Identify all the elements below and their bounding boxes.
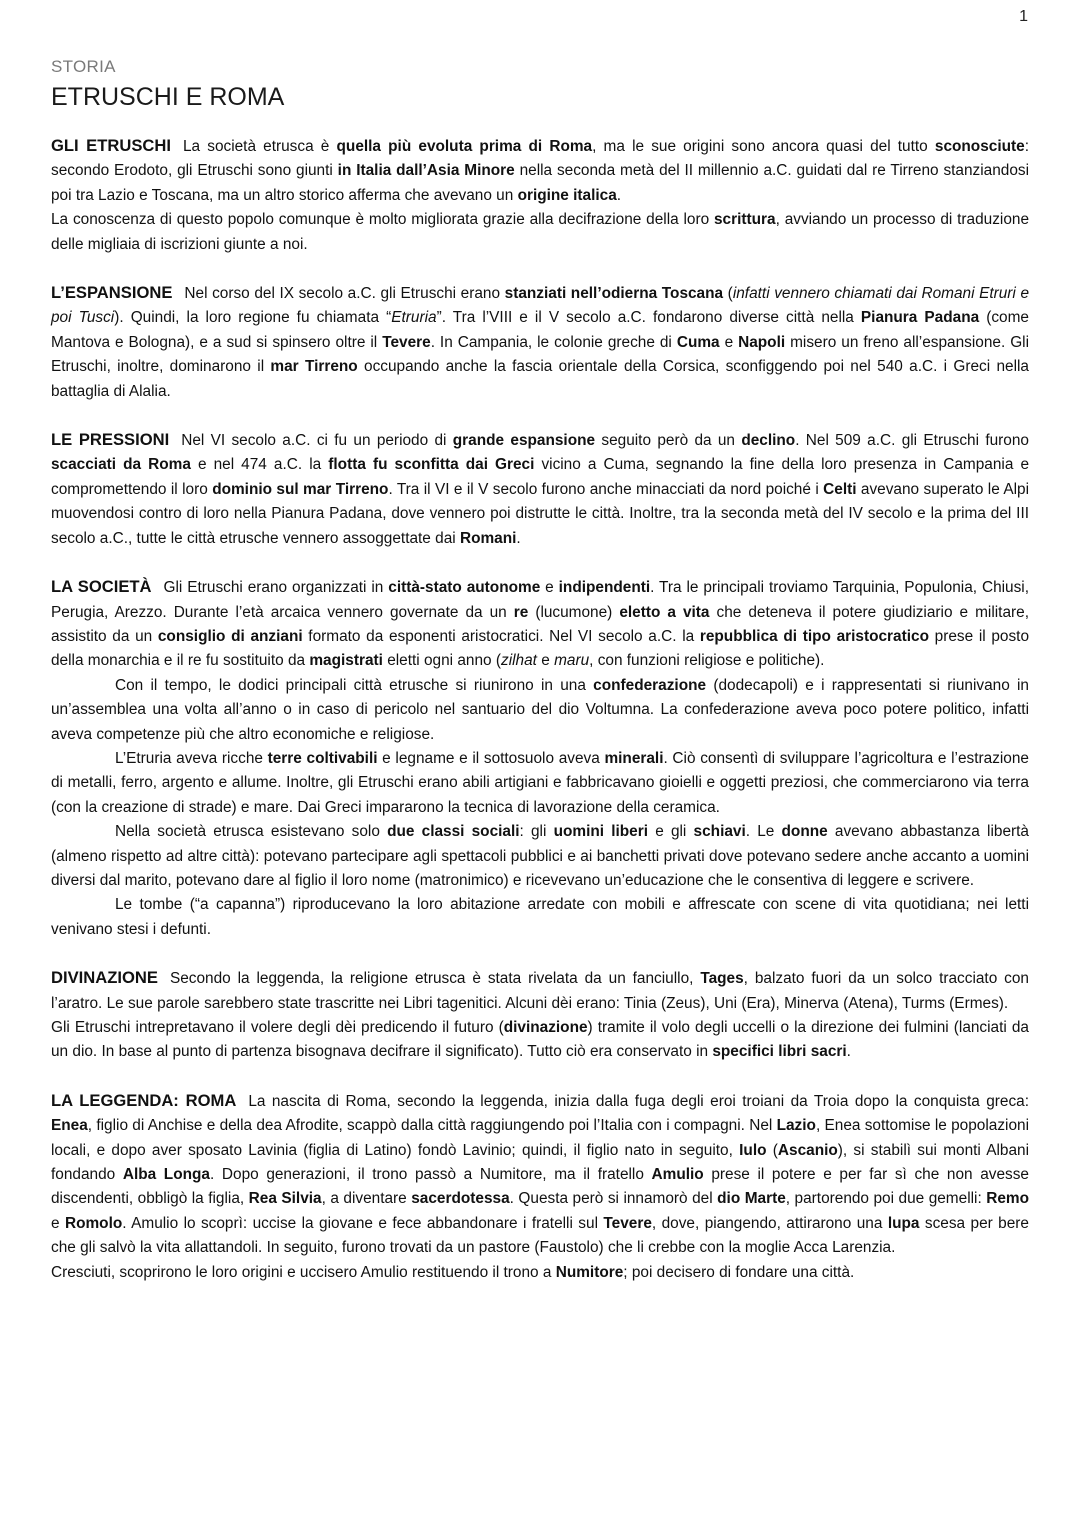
text-run: . Dopo generazioni, il trono passò a Numitore, ma il fratello (209, 1166, 652, 1184)
bold-text: magistrati (309, 652, 383, 670)
bold-text: Iulo (739, 1141, 767, 1159)
bold-text: Napoli (738, 333, 786, 351)
bold-text: minerali (604, 749, 664, 767)
text-run: vicino a Cuma, segnando la fine della loro presenza in Campania e compromettendo il loro (51, 456, 1029, 498)
section (51, 428, 1029, 551)
text-run: ( (766, 1141, 778, 1159)
text-run: e (540, 579, 559, 597)
bold-text: Lazio (776, 1117, 816, 1135)
text-run: avevano superato le Alpi muovendosi contro di loro nella Pianura Padana, dove vennero poi distrutte le città. Inoltre, tra la seconda metà del IV secolo e la prima del III secolo a.C., tutte le città etrusche vennero assoggettate dai (51, 480, 1029, 547)
text-run: , partorendo poi due gemelli: (785, 1190, 987, 1208)
bold-text: grande espansione (452, 432, 596, 450)
text-run: , a diventare (321, 1190, 412, 1208)
text-run: La conoscenza di questo popolo comunque è molto migliorata grazie alla decifrazione della loro (51, 211, 714, 229)
paragraph (51, 281, 1029, 404)
section (51, 575, 1029, 942)
page-title: ETRUSCHI E ROMA (51, 83, 285, 111)
paragraph (51, 966, 1029, 1016)
bold-text: quella più evoluta prima di Roma (336, 138, 593, 155)
text-run: , balzato fuori da un solco tracciato con l’aratro. Le sue parole sarebbero state trascritte nei Libri tagenitici. Alcuni dèi erano: Tinia (Zeus), Uni (Era), Minerva (Atena), Turms (Ermes). (51, 970, 1029, 1012)
text-run: . Amulio lo scoprì: uccise la giovane e fece abbandonare i fratelli sul (122, 1214, 604, 1232)
bold-text: confederazione (593, 676, 707, 694)
bold-text: Cuma (676, 333, 720, 351)
text-run: ). Quindi, la loro regione fu chiamata “ (114, 309, 392, 327)
section-heading: GLI ETRUSCHI (51, 136, 171, 155)
text-run: Nel VI secolo a.C. ci fu un periodo di (181, 432, 453, 450)
text-run: e gli (648, 823, 694, 841)
text-run: ”. Tra l’VIII e il V secolo a.C. fondarono diverse città nella (436, 309, 861, 327)
paragraph (51, 208, 1029, 257)
section (51, 281, 1029, 404)
bold-text: in Italia dall’Asia Minore (337, 162, 515, 180)
paragraph (51, 747, 1029, 820)
text-run: Secondo la leggenda, la religione etrusca è stata rivelata da un fanciullo, (169, 970, 701, 988)
bold-text: scrittura (714, 211, 776, 229)
text-run: ( (723, 285, 733, 303)
bold-text: lupa (887, 1214, 920, 1232)
bold-text: Tevere (603, 1214, 652, 1232)
section-heading: LA SOCIETÀ (51, 577, 152, 597)
bold-text: città-stato autonome (388, 579, 541, 597)
paragraph (51, 1016, 1029, 1065)
bold-text: Tevere (382, 333, 431, 351)
italic-text: maru (554, 652, 590, 670)
bold-text: Numitore (555, 1263, 624, 1281)
bold-text: Enea (51, 1117, 88, 1135)
bold-text: uomini liberi (553, 823, 649, 841)
text-run: seguito però da un (595, 432, 742, 450)
paragraph (51, 1089, 1029, 1261)
text-run: prese il posto della monarchia e il re fu sostituito da (51, 627, 1029, 670)
section-heading: L’ESPANSIONE (51, 283, 173, 303)
section-heading: LE PRESSIONI (51, 430, 170, 450)
text-run: (dodecapoli) e i rappresentati si riunivano in un’assemblea una volta all’anno o in caso di pericolo nel santuario del dio Voltumna. La confederazione aveva poco potere politico, infatti aveva competenze più che altro economiche e religiose. (51, 676, 1029, 743)
bold-text: sacerdotessa (411, 1190, 510, 1208)
subject-label: STORIA (51, 57, 116, 76)
bold-text: Tages (700, 970, 744, 988)
text-run: , con funzioni religiose e politiche). (589, 652, 825, 670)
text-run: occupando anche la fascia orientale della Corsica, sconfiggendo poi nel 540 a.C. i Greci nella battaglia di Alalia. (51, 358, 1029, 400)
bold-text: sconosciute (934, 138, 1025, 155)
bold-text: repubblica di tipo aristocratico (699, 627, 929, 645)
text-run: , dove, piangendo, attirarono una (651, 1214, 888, 1232)
bold-text: Ascanio (777, 1141, 838, 1159)
paragraph (51, 134, 1029, 208)
italic-text: Etruria (391, 309, 437, 327)
text-run: . Questa però si innamorò del (509, 1190, 718, 1208)
text-run: . (516, 529, 521, 547)
paragraph (51, 674, 1029, 747)
text-run: ) tramite il volo degli uccelli o la direzione dei fulmini (lanciati da un dio. In base al punto di partenza bisognava decifrare il significato). Tutto ciò era conservato in (51, 1019, 1029, 1061)
text-run: e nel 474 a.C. la (190, 456, 329, 474)
text-run: Nella società etrusca esistevano solo (115, 823, 388, 841)
text-run: Gli Etruschi erano organizzati in (163, 579, 389, 597)
text-run: L’Etruria aveva ricche (115, 749, 268, 767)
bold-text: scacciati da Roma (51, 456, 191, 474)
document-body (51, 134, 1029, 1309)
bold-text: Romani (459, 529, 517, 547)
bold-text: divinazione (503, 1019, 588, 1036)
bold-text: indipendenti (558, 579, 651, 597)
text-run: e (51, 1214, 65, 1232)
text-run: (lucumone) (528, 603, 620, 621)
text-run: , avviando un processo di traduzione delle migliaia di iscrizioni giunte a noi. (51, 211, 1030, 253)
text-run: Nel corso del IX secolo a.C. gli Etruschi erano (184, 285, 505, 303)
bold-text: origine italica (517, 186, 617, 204)
bold-text: donne (781, 823, 828, 841)
text-run: scesa per bere che gli salvò la vita allattandoli. In seguito, furono trovati da un pastore (Faustolo) che li crebbe con la moglie Acca Larenzia. (51, 1214, 1029, 1257)
paragraph (51, 1261, 1029, 1285)
bold-text: stanziati nell’odierna Toscana (504, 285, 724, 303)
section (51, 134, 1029, 257)
paragraph (51, 893, 1029, 942)
bold-text: Rea Silvia (248, 1190, 322, 1208)
text-run: : gli (519, 823, 554, 841)
text-run: , ma le sue origini sono ancora quasi del tutto (592, 138, 935, 155)
text-run: . (846, 1043, 851, 1061)
text-run: Le tombe (“a capanna”) riproducevano la loro abitazione arredate con mobili e affrescate con scene di vita quotidiana; nei letti venivano stesi i defunti. (51, 896, 1029, 938)
text-run: , Enea sottomise le popolazioni locali, e dopo aver sposato Lavinia (figlia di Latino) fondò Lavinio; quindi, il figlio nato in seguito, (51, 1117, 1029, 1159)
section-heading: LA LEGGENDA: ROMA (51, 1090, 237, 1110)
bold-text: Amulio (651, 1166, 704, 1184)
bold-text: Romolo (64, 1214, 123, 1232)
paragraph (51, 428, 1029, 551)
paragraph (51, 575, 1029, 674)
text-run: prese il potere e per far sì che non avesse discendenti, obbligò la figlia, (51, 1166, 1029, 1208)
bold-text: specifici libri sacri (712, 1043, 847, 1061)
text-run: . (616, 186, 622, 204)
text-run: Con il tempo, le dodici principali città etrusche si riunirono in una (115, 676, 594, 694)
text-run: e (536, 652, 555, 670)
bold-text: schiavi (693, 823, 746, 841)
text-run: . Tra le principali troviamo Tarquinia, Populonia, Chiusi, Perugia, Arezzo. Durante l’età arcaica vennero governate da un (51, 579, 1029, 621)
text-run: nella seconda metà del II millennio a.C. guidati dal re Tirreno stanziandosi poi tra Lazio e Toscana, ma un altro storico afferma che avevano un (51, 162, 1030, 204)
bold-text: consiglio di anziani (157, 627, 303, 645)
text-run: avevano abbastanza libertà (almeno rispetto ad altre città): potevano partecipare agli spettacoli pubblici e ai banchetti privati dove potevano sedere anche accanto a uomini diversi dal marito, potevano dare al figlio il loro nome (matronimico) e ricevevano un’educazione che le consentiva di leggere e scrivere. (51, 823, 1029, 889)
text-run: Cresciuti, scoprirono le loro origini e uccisero Amulio restituendo il trono a (51, 1263, 556, 1281)
section-heading: DIVINAZIONE (51, 968, 158, 988)
text-run: : secondo Erodoto, gli Etruschi sono giunti (51, 138, 1029, 180)
bold-text: re (513, 603, 529, 621)
bold-text: Pianura Padana (860, 309, 980, 327)
bold-text: flotta fu sconfitta dai Greci (328, 456, 535, 474)
italic-text: infatti vennero chiamati dai Romani Etruri e poi Tusci (51, 285, 1030, 327)
bold-text: declino (741, 432, 796, 450)
text-run: La società etrusca è (182, 138, 337, 155)
section (51, 1089, 1029, 1285)
bold-text: dio Marte (717, 1190, 786, 1208)
text-run: formato da esponenti aristocratici. Nel VI secolo a.C. la (302, 627, 700, 645)
text-run: Gli Etruschi intrepretavano il volere degli dèi predicendo il futuro ( (51, 1019, 504, 1036)
text-run: . In Campania, le colonie greche di (430, 333, 677, 351)
bold-text: Alba Longa (122, 1166, 210, 1184)
text-run: ), si stabilì sui monti Albani fondando (51, 1141, 1030, 1184)
text-run: ; poi decisero di fondare una città. (623, 1263, 855, 1281)
text-run: eletti ogni anno ( (382, 652, 501, 670)
bold-text: Celti (823, 480, 857, 498)
page-number: 1 (1019, 8, 1028, 25)
text-run: che deteneva il potere giudiziario e militare, assistito da un (51, 603, 1029, 645)
text-run: (come Mantova e Bologna), e a sud si spinsero oltre il (51, 309, 1029, 351)
bold-text: terre coltivabili (267, 749, 378, 767)
text-run: . Le (745, 823, 782, 841)
section (51, 966, 1029, 1065)
text-run: , figlio di Anchise e della dea Afrodite, scappò dalla città raggiungendo poi l’Italia con i compagni. Nel (87, 1117, 777, 1135)
bold-text: due classi sociali (387, 823, 520, 841)
text-run: e (719, 333, 739, 351)
bold-text: eletto a vita (619, 603, 710, 621)
bold-text: Remo (986, 1190, 1029, 1208)
bold-text: mar Tirreno (270, 358, 358, 376)
text-run: . Tra il VI e il V secolo furono anche minacciati da nord poiché i (388, 480, 824, 498)
text-run: . Ciò consentì di sviluppare l’agricoltura e l’estrazione di metalli, ferro, argento e allume. Inoltre, gli Etruschi erano abili artigiani e fabbricavano gioielli e oggetti preziosi, che commerciarono via terra (con la creazione di strade) e mare. Dai Greci impararono la tecnica di lavorazione della ceramica. (51, 749, 1029, 816)
text-run: . Nel 509 a.C. gli Etruschi furono (795, 432, 1029, 450)
paragraph (51, 820, 1029, 893)
text-run: La nascita di Roma, secondo la leggenda, inizia dalla fuga degli eroi troiani da Troia dopo la conquista greca: (248, 1092, 1030, 1110)
bold-text: dominio sul mar Tirreno (212, 480, 389, 498)
text-run: e legname e il sottosuolo aveva (377, 749, 605, 767)
italic-text: zilhat (501, 652, 537, 670)
text-run: misero un freno all’espansione. Gli Etruschi, inoltre, dominarono il (51, 333, 1030, 376)
